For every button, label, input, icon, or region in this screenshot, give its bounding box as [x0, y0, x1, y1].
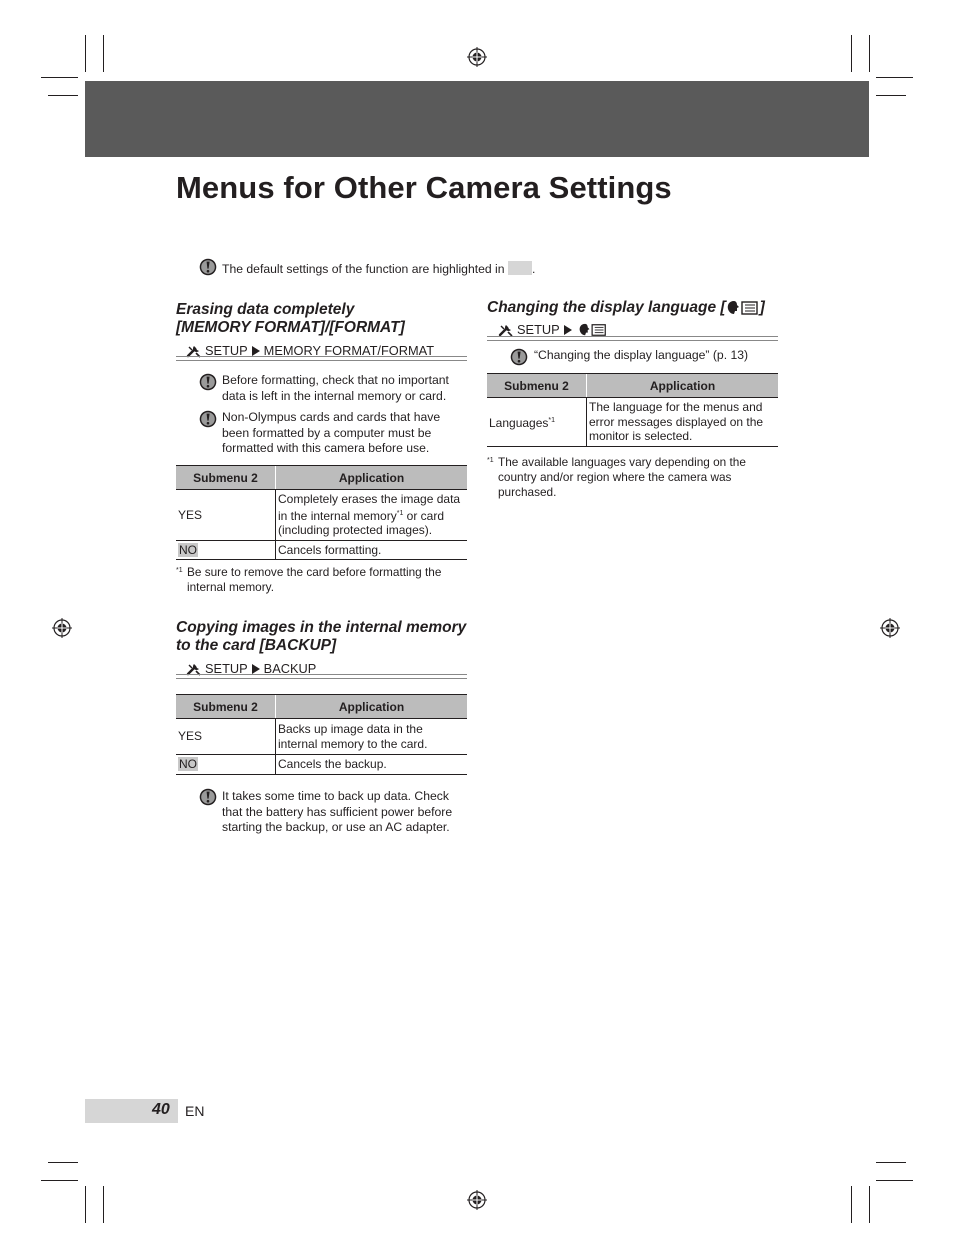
registration-mark-icon — [52, 618, 72, 638]
application-cell: Backs up image data in the internal memory to the card. — [276, 719, 468, 755]
memory-format-menu-path: SETUP MEMORY FORMAT/FORMAT — [186, 343, 434, 358]
column-header-application: Application — [276, 466, 468, 490]
wrench-icon — [498, 323, 514, 337]
column-header-application: Application — [276, 695, 468, 719]
language-menu-path: SETUP — [498, 322, 610, 337]
page-number: 40 — [152, 1101, 170, 1118]
backup-note: It takes some time to back up data. Check that the battery has sufficient power before starting the backup, or use an AC adapter. — [222, 789, 453, 834]
default-settings-note: The default settings of the function are highlighted in . — [222, 262, 536, 276]
submenu-cell: YES — [176, 719, 276, 755]
memory-format-note-1: Before formatting, check that no important data is left in the internal memory or card. — [222, 373, 449, 403]
caution-icon — [510, 348, 528, 366]
caution-icon — [199, 410, 217, 428]
table-row — [176, 540, 467, 560]
column-header-application: Application — [587, 374, 779, 398]
path-underline — [487, 336, 778, 341]
submenu-cell: YES — [176, 490, 276, 541]
registration-mark-icon — [467, 47, 487, 67]
play-triangle-icon — [251, 346, 261, 356]
language-footnote: *1 The available languages vary depending on the country and/or region where the camera was purchased. — [487, 455, 746, 499]
column-header-submenu: Submenu 2 — [176, 466, 276, 490]
language-table — [487, 373, 778, 447]
page-language: EN — [185, 1103, 205, 1119]
caution-icon — [199, 373, 217, 391]
play-triangle-icon — [251, 664, 261, 674]
memory-format-table — [176, 465, 467, 560]
memory-format-heading: Erasing data completely [MEMORY FORMAT]/[FORMAT] — [176, 301, 405, 336]
table-row — [176, 719, 467, 755]
application-cell: The language for the menus and error messages displayed on the monitor is selected. — [587, 398, 779, 447]
backup-table — [176, 694, 467, 775]
path-underline — [176, 674, 467, 679]
header-bar — [85, 81, 869, 157]
caution-icon — [199, 258, 217, 276]
submenu-cell: NO — [176, 540, 276, 560]
memory-format-note-2: Non-Olympus cards and cards that have been formatted by a computer must be formatted with this camera before use. — [222, 410, 441, 455]
application-cell: Cancels the backup. — [276, 755, 468, 775]
language-note: “Changing the display language” (p. 13) — [534, 348, 749, 362]
table-row — [487, 398, 778, 447]
page-title: Menus for Other Camera Settings — [176, 170, 672, 205]
memory-format-footnote: *1 Be sure to remove the card before formatting the internal memory. — [176, 565, 442, 594]
language-heading: Changing the display language [ ] — [487, 299, 765, 316]
submenu-cell: NO — [176, 755, 276, 775]
highlight-sample — [508, 261, 532, 275]
application-cell: Cancels formatting. — [276, 540, 468, 560]
face-list-icon — [576, 323, 610, 337]
face-list-icon — [726, 300, 760, 316]
column-header-submenu: Submenu 2 — [176, 695, 276, 719]
registration-mark-icon — [467, 1190, 487, 1210]
play-triangle-icon — [563, 325, 573, 335]
application-cell: Completely erases the image data in the internal memory$^{*1}$ or card (including protected images). — [276, 490, 468, 541]
backup-heading: Copying images in the internal memory to the card [BACKUP] — [176, 619, 467, 654]
table-row — [176, 490, 467, 541]
table-row — [176, 755, 467, 775]
registration-mark-icon — [880, 618, 900, 638]
submenu-cell: Languages$^{*1}$ — [487, 398, 587, 447]
path-underline — [176, 356, 467, 361]
column-header-submenu: Submenu 2 — [487, 374, 587, 398]
backup-menu-path: SETUP BACKUP — [186, 661, 316, 676]
caution-icon — [199, 788, 217, 806]
